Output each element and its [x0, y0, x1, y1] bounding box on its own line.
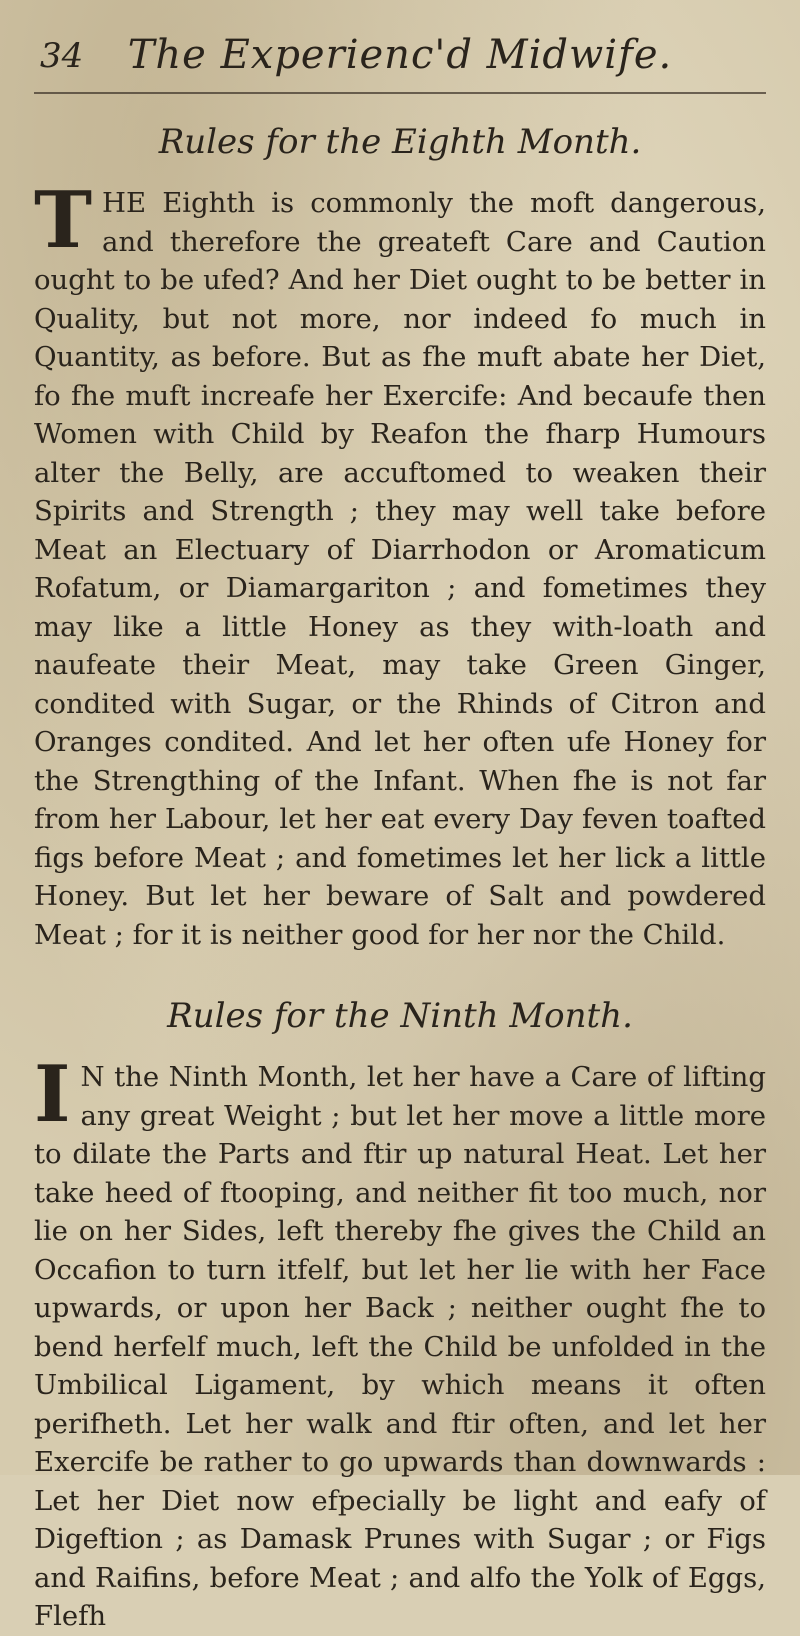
page-number: 34	[40, 36, 84, 76]
drop-cap: T	[34, 175, 93, 266]
section-text: N the Ninth Month, let her have a Care of lifting any great Weight ; but let her move a little more to dilate the Parts and ftir up natural Heat. Let her take heed of ftooping, and neither fit too much, nor lie on her Sides, left thereby fhe gives the Child an Occafion to turn itfelf, but let her lie with her Face upwards, or upon her Back ; neither ought fhe to bend herfelf much, left the Child be unfolded in the Umbilical Ligament, by which means it often perifheth. Let her walk and ftir often, and let her Exercife be rather to go upwards than downwards : Let her Diet now efpecially be light and eafy of Digeftion ; as Damask Prunes with Sugar ; or Figs and Raifins, before Meat ; and alfo the Yolk of Eggs, Flefh	[34, 1061, 766, 1632]
section-body	[34, 1049, 766, 1636]
section-heading: Rules for the Eighth Month.	[158, 122, 642, 162]
page-header	[34, 28, 766, 88]
section-ninth-month	[34, 996, 766, 1636]
section-text: HE Eighth is commonly the moft dangerous, and therefore the greateft Care and Caution ought to be ufed? And her Diet ought to be better in Quality, but not more, nor indeed fo much in Quantity, as before. But as fhe muft abate her Diet, fo fhe muft increafe her Exercife: And becaufe then Women with Child by Reafon the fharp Humours alter the Belly, are accuftomed to weaken their Spirits and Strength ; they may well take before Meat an Electuary of Diarrhodon or Aromaticum Rofatum, or Diamargariton ; and fometimes they may like a little Honey as they with-loath and naufeate their Meat, may take Green Ginger, condited with Sugar, or the Rhinds of Citron and Oranges condited. And let her often ufe Honey for the Strengthing of the Infant. When fhe is not far from her Labour, let her eat every Day feven toafted figs before Meat ; and fometimes let her lick a little Honey. But let her beware of Salt and powdered Meat ; for it is neither good for her nor the Child.	[34, 187, 766, 951]
section-heading: Rules for the Ninth Month.	[167, 996, 633, 1036]
running-title: The Experienc'd Midwife.	[127, 32, 673, 78]
drop-cap: I	[34, 1049, 71, 1140]
header-rule	[34, 92, 766, 94]
section-body	[34, 175, 766, 954]
section-gap	[34, 954, 766, 980]
section-eighth-month	[34, 122, 766, 954]
